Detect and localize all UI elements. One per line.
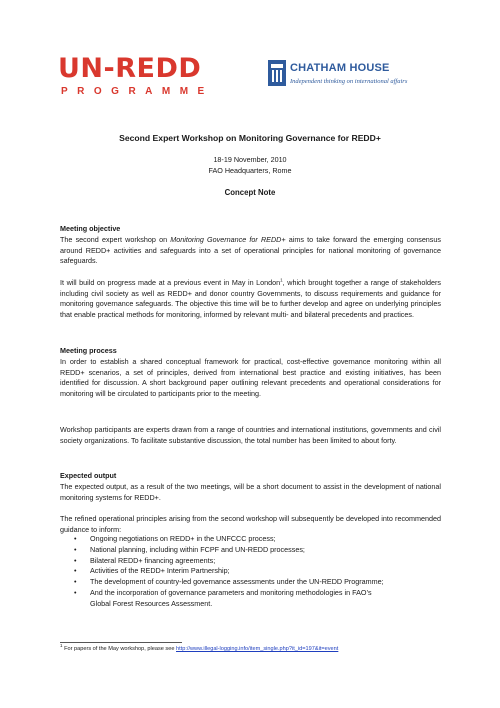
document-date: 18-19 November, 2010 xyxy=(213,155,287,164)
list-item: • Activities of the REDD+ Interim Partnership; xyxy=(74,566,230,576)
bullet-icon: • xyxy=(74,587,77,597)
heading-meeting-process: Meeting process xyxy=(60,346,117,355)
chatham-house-emblem-icon xyxy=(267,58,287,88)
heading-meeting-objective: Meeting objective xyxy=(60,224,121,233)
objective-paragraph-1: The second expert workshop on Monitoring Governance for REDD+ aims to take forward the emerging consensus around REDD+ activities and safeguards into a set of operational principles for national monitoring of governance safeguards. xyxy=(60,235,441,266)
process-paragraph-2: Workshop participants are experts drawn from a range of countries and international institutions, governments and civil society organizations. To facilitate substantive discussion, the total number has been limited to about forty. xyxy=(60,425,441,445)
bullet-icon: • xyxy=(74,544,77,554)
list-item-continuation: Global Forest Resources Assessment. xyxy=(90,598,213,608)
document-title: Second Expert Workshop on Monitoring Governance for REDD+ xyxy=(119,133,381,143)
bullet-icon: • xyxy=(74,577,77,587)
footnote-divider xyxy=(60,642,182,643)
list-item: • The development of country-led governance assessments under the UN-REDD Programme; xyxy=(74,577,384,587)
output-paragraph-2: The refined operational principles arising from the second workshop will subsequently be developed into recommended guidance to inform: xyxy=(60,514,441,534)
unredd-logo-sub: PROGRAMME xyxy=(61,86,214,97)
list-item: • National planning, including within FCPF and UN-REDD processes; xyxy=(74,544,305,554)
chatham-house-tagline: Independent thinking on international affairs xyxy=(290,78,408,85)
footnote-link[interactable]: http://www.illegal-logging.info/item_single.php?it_id=197&it=event xyxy=(176,646,339,652)
bullet-icon: • xyxy=(74,534,77,543)
document-venue: FAO Headquarters, Rome xyxy=(208,166,292,175)
workshop-title-emphasis: Monitoring Governance for REDD+ xyxy=(170,235,286,244)
objective-paragraph-2: It will build on progress made at a previous event in May in London$^1$, which brought together a range of stakeholders including civil society as well as REDD+ and donor country Governments, to discuss requirements and guidance for monitoring governance safeguards. The objective this time will be to further develop and agree on underlying principles that enable practical methods for monitoring, informed by relevant multi- and bilateral precedents and practices. xyxy=(60,277,441,320)
footnote: $^1$ For papers of the May workshop, please see http://www.illegal-logging.info/item_single.php?it_id=197&it=event xyxy=(60,643,339,652)
bullet-icon: • xyxy=(74,555,77,565)
bullet-icon: • xyxy=(74,566,77,576)
chatham-house-name: CHATHAM HOUSE xyxy=(290,62,390,74)
unredd-logo-main: UN-REDD xyxy=(58,53,202,84)
document-type: Concept Note xyxy=(224,188,276,197)
unredd-logo xyxy=(58,55,214,97)
footnote-marker: 1 xyxy=(60,643,63,649)
process-paragraph-1: In order to establish a shared conceptual framework for practical, cost-effective governance monitoring within all REDD+ scenarios, a set of principles, derived from international best practice and existing initiatives, has been identified for discussion. A short background paper outlining relevant precedents and operational considerations for monitoring will be circulated to participants prior to the meeting. xyxy=(60,357,441,399)
footnote-ref: 1 xyxy=(280,277,283,283)
guidance-bullet-list xyxy=(60,534,440,610)
output-paragraph-1: The expected output, as a result of the two meetings, will be a short document to assist in the development of national monitoring systems for REDD+. xyxy=(60,482,441,502)
list-item: • Ongoing negotiations on REDD+ in the UNFCCC process; xyxy=(74,534,276,543)
chatham-house-logo xyxy=(267,58,447,98)
list-item: • Bilateral REDD+ financing agreements; xyxy=(74,555,216,565)
heading-expected-output: Expected output xyxy=(60,471,117,480)
list-item: • And the incorporation of governance parameters and monitoring methodologies in FAO’s xyxy=(74,587,372,597)
